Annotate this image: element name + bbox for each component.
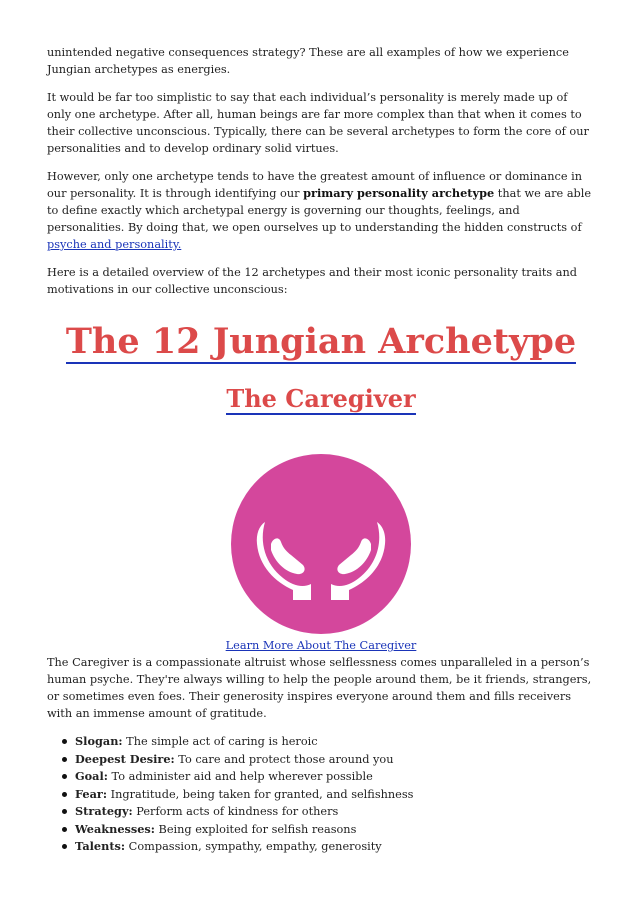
intro-paragraph-3-text-a: However, only one archetype tends to have the greatest amount of influence or dominance in our personality. It is through identifying our [47,170,583,200]
trait-label: Fear: [75,786,108,801]
trait-value: To administer aid and help wherever possible [107,770,373,783]
main-title[interactable] [47,320,595,364]
intro-paragraph-2: It would be far too simplistic to say that each individual’s personality is merely made up of only one archetype. After all, human beings are far more complex than that when it comes to their collective unconscious. Typically, there can be several archetypes to form the core of our personalities and to develop ordinary solid virtues. [47,91,589,155]
trait-value: Perform acts of kindness for others [132,805,339,818]
trait-label: Weaknesses: [75,821,155,836]
trait-value: To care and protect those around you [174,752,394,766]
trait-label: Slogan: [75,734,123,748]
emblem-container [47,454,595,634]
section-title-text[interactable]: The Caregiver [226,384,416,413]
section-title[interactable] [47,384,595,414]
trait-value: Compassion, sympathy, empathy, generosity [125,840,382,853]
list-item [75,803,595,821]
document-page [47,44,595,856]
intro-paragraph-3-text-b: that we are able to define exactly which archetypal energy is governing our thoughts, feelings, and personalities. By doing that, we open ourselves up to understanding the hidden constructs of [47,187,592,234]
list-item [75,733,595,751]
trait-value: Ingratitude, being taken for granted, and selfishness [107,787,414,801]
trait-value: Being exploited for selfish reasons [154,822,357,836]
trait-label: Strategy: [75,804,133,818]
list-item [75,786,595,804]
caregiver-description: The Caregiver is a compassionate altruist whose selflessness comes unparalleled in a person’s human psyche. They're always willing to help the people around them, be it friends, strangers, or sometimes even foes. Their generosity inspires everyone around them and fills receivers with an immense amount of gratitude. [47,656,592,720]
trait-label: Deepest Desire: [75,751,175,766]
learn-more-row [47,638,595,654]
list-item [75,821,595,839]
trait-value: The simple act of caring is heroic [122,735,318,748]
traits-list [47,733,595,856]
learn-more-link[interactable]: Learn More About The Caregiver [225,639,417,652]
primary-archetype-bold: primary personality archetype [303,186,495,200]
caring-hands-icon [231,454,411,634]
intro-paragraph-4: Here is a detailed overview of the 12 archetypes and their most iconic personality traits and motivations in our collective unconscious: [47,266,578,296]
intro-paragraph-3 [47,168,595,253]
trait-label: Goal: [75,769,108,783]
psyche-personality-link[interactable]: psyche and personality. [47,238,182,251]
trait-label: Talents: [75,839,126,853]
list-item [75,838,595,856]
intro-paragraph-1: unintended negative consequences strategy? These are all examples of how we experience Jungian archetypes as energies. [47,46,569,76]
list-item [75,751,595,769]
main-title-text[interactable]: The 12 Jungian Archetype [65,321,577,362]
list-item [75,768,595,786]
